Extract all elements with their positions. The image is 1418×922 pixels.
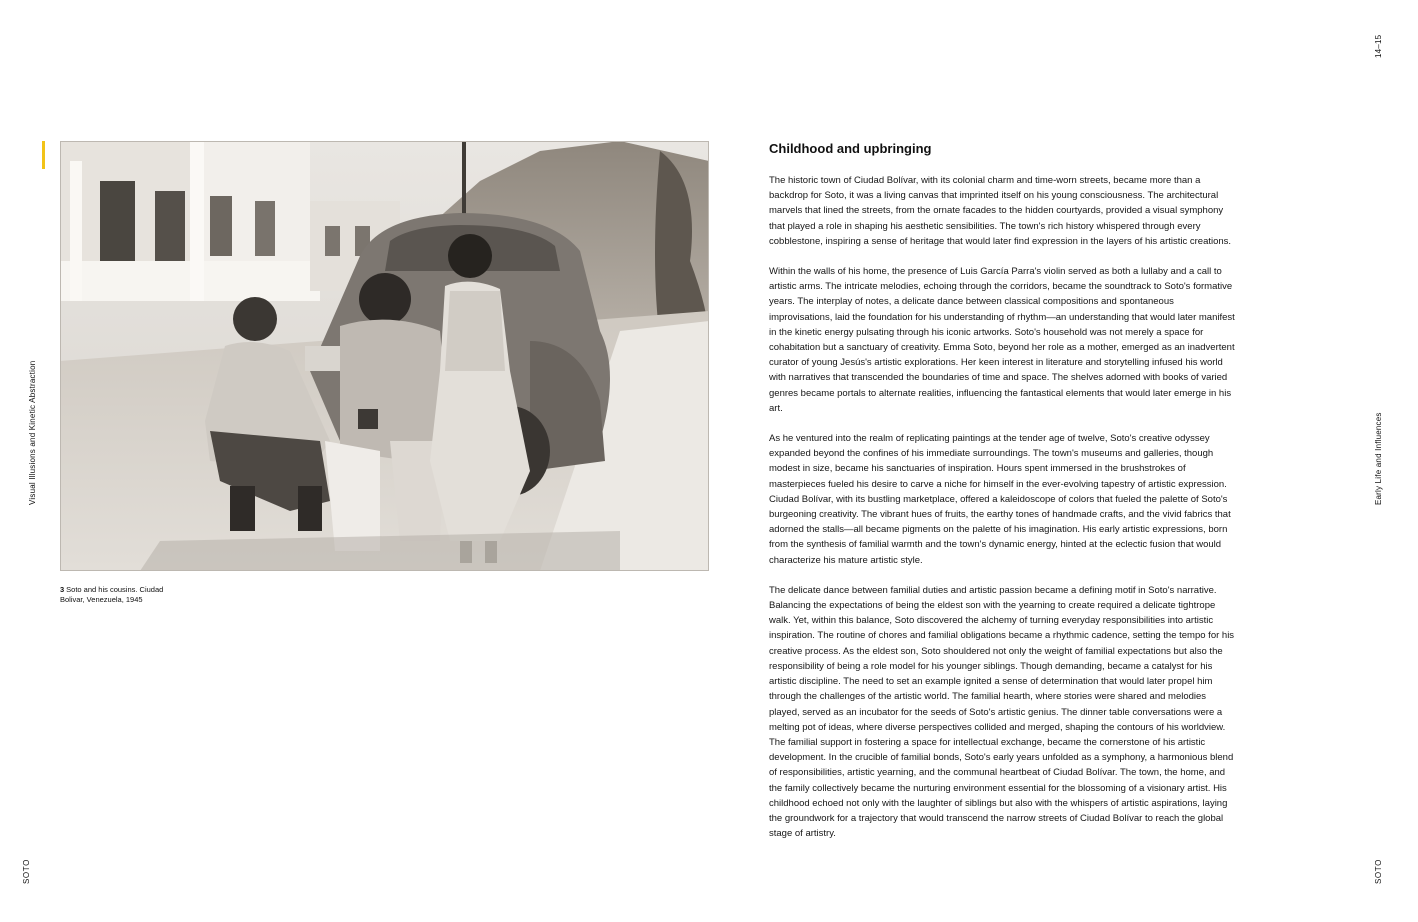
paragraph-4: The delicate dance between familial duties and artistic passion became a defining motif in Soto's narrative. Balancing the expectations of being the eldest son with the yearning to create required a delicate tightrope walk. Yet, within this balance, Soto discovered the alchemy of turning everyday responsibilities into artistic inspiration. The routine of chores and familial obligations became a rhythmic cadence, setting the tempo for his creative process. As the eldest son, Soto shouldered not only the weight of familial expectations but also the responsibility of being a role model for his younger siblings. Though demanding, became a catalyst for his artistic discipline. The need to set an example ignited a sense of determination that would later propel him through the challenges of the artistic world. The familial hearth, where stories were shared and melodies played, served as an incubator for the seeds of Soto's artistic genius. The dinner table conversations were a melting pot of ideas, where diverse perspectives collided and merged, shaping the contours of his worldview. The familial support in fostering a space for intellectual exchange, became the cornerstone of his artistic development. In the crucible of familial bonds, Soto's early years unfolded as a symphony, a harmonious blend of responsibilities, artistic yearning, and the communal heartbeat of Ciudad Bolívar. The town, the home, and the family collectively became the nurturing environment essential for the blossoming of a visionary artist. His childhood echoed not only with the laughter of siblings but also with the whispers of artistic aspirations, laying the groundwork for a trajectory that would transcend the narrow streets of Ciudad Bolívar to reach the global stage of artistry.	[769, 584, 1235, 840]
running-head-right: Early Life and Influences	[1374, 412, 1383, 505]
figure-caption	[60, 585, 175, 605]
paragraph-3: As he ventured into the realm of replicating paintings at the tender age of twelve, Soto's creative odyssey expanded beyond the confines of his immediate surroundings. The town's museums and galleries, though modest in size, became his sanctuaries of inspiration. Hours spent immersed in the brushstrokes of masterpieces fueled his desire to carve a niche for himself in the ever-evolving tapestry of artistic expression. Ciudad Bolívar, with its bustling marketplace, offered a kaleidoscope of colors that fueled the palette of Soto's burgeoning creativity. The vibrant hues of fruits, the earthy tones of handmade crafts, and the vivid fabrics that adorned the stalls—all became pigments on the palette of his imagination. His early artistic expressions, born from the synthesis of familial warmth and the town's dynamic energy, hinted at the eclectic fusion that would characterize his mature artistic style.	[769, 433, 1231, 566]
accent-bar	[42, 141, 45, 169]
page-numbers: 14–15	[1374, 34, 1383, 58]
folio-left: SOTO	[22, 859, 31, 884]
figure-caption-text: Soto and his cousins. Ciudad Bolivar, Venezuela, 1945	[60, 585, 164, 604]
body-text	[769, 173, 1239, 856]
section-heading: Childhood and upbringing	[769, 141, 932, 156]
paragraph-1: The historic town of Ciudad Bolívar, with its colonial charm and time-worn streets, became more than a backdrop for Soto, it was a living canvas that imprinted itself on his young consciousness. The architectural marvels that lined the streets, from the ornate facades to the hidden courtyards, provided a visual symphony that played a role in shaping his aesthetic sensibilities. The town's rich history whispered through every cobblestone, inspiring a sense of heritage that would later find expression in the layers of his artistic creations.	[769, 175, 1232, 247]
figure-number: 3	[60, 585, 65, 594]
paragraph-2: Within the walls of his home, the presence of Luis García Parra's violin served as both a lullaby and a call to artistic arms. The intricate melodies, echoing through the corridors, became the soundtrack to Soto's formative years. The interplay of notes, a delicate dance between classical compositions and spontaneous improvisations, laid the foundation for his understanding of rhythm—an understanding that would later manifest in the kinetic energy pulsating through his iconic artworks. Soto's household was not merely a space for cohabitation but a sanctuary of creativity. Emma Soto, beyond her role as a mother, emerged as an inadvertent curator of young Jesús's artistic explorations. Her keen interest in literature and storytelling infused his world with narratives that transcended the boundaries of time and space. The shelves adorned with books of varied genres became portals to alternate realities, influencing the fantastical elements that would later emerge in his art.	[769, 266, 1235, 414]
running-head-left: Visual Illusions and Kinetic Abstraction	[28, 360, 37, 505]
folio-right: SOTO	[1374, 859, 1383, 884]
historical-photograph	[60, 141, 709, 571]
